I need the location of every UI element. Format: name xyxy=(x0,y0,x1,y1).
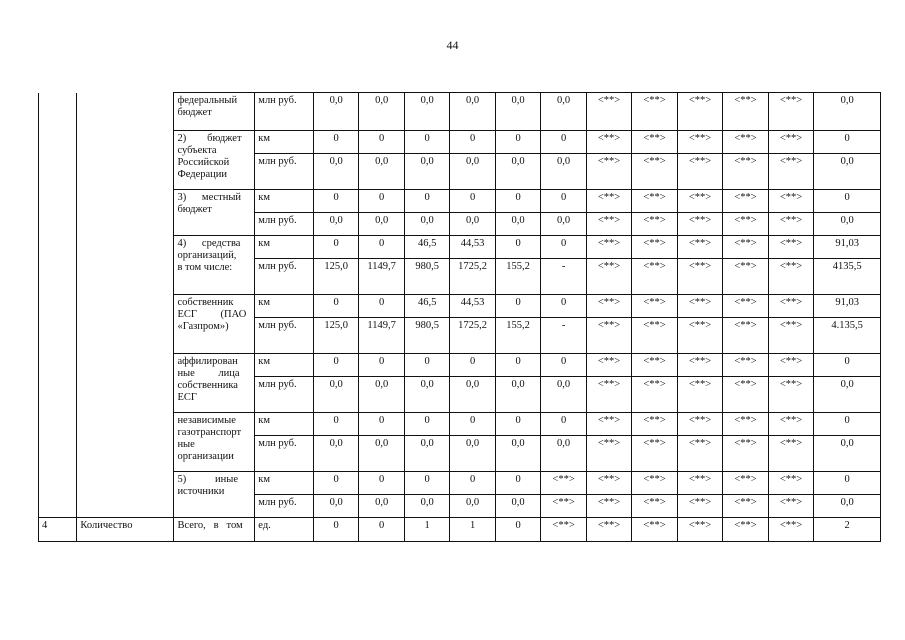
value-cell: 1 xyxy=(404,518,449,542)
funding-source-label: 3) местный xyxy=(177,192,242,203)
value-cell: 0 xyxy=(495,354,540,377)
value-cell: 0 xyxy=(541,236,586,259)
value-cell: <**> xyxy=(768,377,813,413)
value-cell: 0,0 xyxy=(814,213,881,236)
table-row xyxy=(39,354,881,377)
value-cell: <**> xyxy=(768,295,813,318)
unit-cell: км xyxy=(255,295,314,318)
value-cell: 0,0 xyxy=(450,213,495,236)
funding-source-label: ЕСГ xyxy=(177,392,197,403)
value-cell: 0,0 xyxy=(495,154,540,190)
funding-source-label: собственник xyxy=(177,297,234,308)
value-cell: 0 xyxy=(404,131,449,154)
value-cell: 1149,7 xyxy=(359,259,404,295)
value-cell: 0 xyxy=(814,131,881,154)
value-cell: 0,0 xyxy=(359,495,404,518)
value-cell: <**> xyxy=(677,518,722,542)
value-cell: <**> xyxy=(632,93,677,131)
row-number-cell xyxy=(39,190,77,236)
funding-source-label: федеральный xyxy=(177,95,238,106)
value-cell: 0,0 xyxy=(541,213,586,236)
value-cell: 0,0 xyxy=(814,495,881,518)
value-cell: 0,0 xyxy=(359,93,404,131)
value-cell: <**> xyxy=(586,213,631,236)
funding-source-cell xyxy=(174,93,255,131)
value-cell: <**> xyxy=(632,318,677,354)
value-cell: 0,0 xyxy=(404,213,449,236)
funding-source-label: «Газпром») xyxy=(177,321,229,332)
value-cell: 0 xyxy=(359,472,404,495)
value-cell: 0 xyxy=(495,472,540,495)
value-cell: 0 xyxy=(541,131,586,154)
page-number: 44 xyxy=(446,38,459,52)
value-cell: 0,0 xyxy=(495,495,540,518)
value-cell: <**> xyxy=(768,318,813,354)
value-cell: 0,0 xyxy=(541,377,586,413)
value-cell: 0 xyxy=(359,190,404,213)
value-cell: 0 xyxy=(313,295,358,318)
value-cell: <**> xyxy=(632,377,677,413)
funding-source-label: организации xyxy=(177,451,234,462)
row-number-cell xyxy=(39,93,77,131)
value-cell: 125,0 xyxy=(313,318,358,354)
value-cell: <**> xyxy=(632,190,677,213)
row-name-cell xyxy=(77,131,174,190)
funding-source-cell xyxy=(174,236,255,295)
value-cell: <**> xyxy=(586,436,631,472)
value-cell: 0 xyxy=(541,295,586,318)
table-row xyxy=(39,472,881,495)
value-cell: <**> xyxy=(586,295,631,318)
value-cell: 0 xyxy=(313,190,358,213)
value-cell: <**> xyxy=(768,436,813,472)
row-number-cell xyxy=(39,354,77,413)
row-name-cell xyxy=(77,190,174,236)
table-row xyxy=(39,236,881,259)
value-cell: <**> xyxy=(677,93,722,131)
funding-source-label: 4) средства xyxy=(177,238,241,249)
value-cell: <**> xyxy=(723,495,768,518)
value-cell: <**> xyxy=(586,472,631,495)
value-cell: <**> xyxy=(768,213,813,236)
value-cell: <**> xyxy=(586,259,631,295)
value-cell: 46,5 xyxy=(404,295,449,318)
unit-cell: млн руб. xyxy=(255,93,314,131)
value-cell: 0,0 xyxy=(359,436,404,472)
value-cell: 4135,5 xyxy=(814,259,881,295)
funding-source-cell xyxy=(174,354,255,413)
row-number-cell xyxy=(39,236,77,295)
value-cell: 0,0 xyxy=(450,495,495,518)
value-cell: 0 xyxy=(359,518,404,542)
value-cell: 0 xyxy=(404,413,449,436)
value-cell: 125,0 xyxy=(313,259,358,295)
value-cell: <**> xyxy=(768,472,813,495)
value-cell: <**> xyxy=(677,377,722,413)
data-table xyxy=(38,92,881,542)
value-cell: 0 xyxy=(541,413,586,436)
value-cell: 0 xyxy=(495,295,540,318)
value-cell: <**> xyxy=(768,190,813,213)
value-cell: - xyxy=(541,318,586,354)
value-cell: 1725,2 xyxy=(450,259,495,295)
value-cell: 0,0 xyxy=(404,436,449,472)
value-cell: 0 xyxy=(359,295,404,318)
value-cell: 0,0 xyxy=(359,377,404,413)
value-cell: <**> xyxy=(586,236,631,259)
funding-source-label: источники xyxy=(177,486,225,497)
value-cell: <**> xyxy=(677,154,722,190)
value-cell: 0 xyxy=(313,518,358,542)
value-cell: <**> xyxy=(632,213,677,236)
value-cell: 0,0 xyxy=(541,154,586,190)
value-cell: 0,0 xyxy=(404,495,449,518)
row-name-cell xyxy=(77,236,174,295)
unit-cell: млн руб. xyxy=(255,377,314,413)
value-cell: 0 xyxy=(495,131,540,154)
value-cell: <**> xyxy=(768,259,813,295)
value-cell: 0 xyxy=(313,472,358,495)
value-cell: <**> xyxy=(723,236,768,259)
unit-cell: км xyxy=(255,354,314,377)
value-cell: 0,0 xyxy=(814,377,881,413)
value-cell: 0 xyxy=(313,236,358,259)
table-row xyxy=(39,93,881,131)
value-cell: <**> xyxy=(586,190,631,213)
value-cell: <**> xyxy=(632,259,677,295)
value-cell: <**> xyxy=(677,318,722,354)
unit-cell: млн руб. xyxy=(255,318,314,354)
value-cell: 0,0 xyxy=(450,436,495,472)
table-row xyxy=(39,295,881,318)
value-cell: 2 xyxy=(814,518,881,542)
unit-cell: ед. xyxy=(255,518,314,542)
value-cell: <**> xyxy=(723,93,768,131)
value-cell: <**> xyxy=(586,495,631,518)
value-cell: 0 xyxy=(313,131,358,154)
value-cell: 0 xyxy=(404,354,449,377)
value-cell: <**> xyxy=(768,236,813,259)
row-name-cell xyxy=(77,413,174,472)
row-number-cell xyxy=(39,413,77,472)
unit-cell: млн руб. xyxy=(255,213,314,236)
value-cell: 1725,2 xyxy=(450,318,495,354)
value-cell: <**> xyxy=(768,413,813,436)
value-cell: 0 xyxy=(359,413,404,436)
value-cell: <**> xyxy=(677,472,722,495)
value-cell: 0,0 xyxy=(541,93,586,131)
funding-source-label: Российской xyxy=(177,157,230,168)
value-cell: 44,53 xyxy=(450,236,495,259)
funding-source-cell xyxy=(174,295,255,354)
row-number-cell xyxy=(39,295,77,354)
unit-cell: км xyxy=(255,413,314,436)
value-cell: 0,0 xyxy=(359,154,404,190)
value-cell: 0 xyxy=(814,413,881,436)
funding-source-label: ЕСГ (ПАО xyxy=(177,309,247,320)
value-cell: <**> xyxy=(677,213,722,236)
value-cell: <**> xyxy=(632,413,677,436)
value-cell: <**> xyxy=(723,154,768,190)
value-cell: <**> xyxy=(586,131,631,154)
value-cell: 0 xyxy=(359,236,404,259)
value-cell: <**> xyxy=(723,436,768,472)
value-cell: 155,2 xyxy=(495,318,540,354)
value-cell: 155,2 xyxy=(495,259,540,295)
funding-source-label: бюджет xyxy=(177,107,212,118)
value-cell: <**> xyxy=(723,472,768,495)
value-cell: 0 xyxy=(495,190,540,213)
value-cell: 0,0 xyxy=(495,436,540,472)
row-number-cell xyxy=(39,472,77,518)
value-cell: <**> xyxy=(632,518,677,542)
value-cell: 0,0 xyxy=(814,93,881,131)
value-cell: 980,5 xyxy=(404,318,449,354)
value-cell: 4.135,5 xyxy=(814,318,881,354)
value-cell: 0,0 xyxy=(313,495,358,518)
value-cell: 0 xyxy=(404,190,449,213)
value-cell: <**> xyxy=(632,295,677,318)
funding-source-cell xyxy=(174,190,255,236)
value-cell: <**> xyxy=(541,518,586,542)
funding-source-label: 2) бюджет xyxy=(177,133,242,144)
value-cell: <**> xyxy=(723,518,768,542)
value-cell: <**> xyxy=(677,295,722,318)
value-cell: 0 xyxy=(359,131,404,154)
value-cell: <**> xyxy=(723,413,768,436)
value-cell: <**> xyxy=(586,377,631,413)
funding-source-label: организаций, xyxy=(177,250,237,261)
value-cell: 0,0 xyxy=(814,436,881,472)
funding-source-cell xyxy=(174,131,255,190)
value-cell: 0 xyxy=(541,190,586,213)
funding-source-label: независимые xyxy=(177,415,236,426)
value-cell: 0 xyxy=(541,354,586,377)
value-cell: <**> xyxy=(768,154,813,190)
row-number-cell xyxy=(39,131,77,190)
value-cell: 0,0 xyxy=(495,93,540,131)
value-cell: <**> xyxy=(723,190,768,213)
value-cell: <**> xyxy=(632,131,677,154)
funding-source-label: газотранспорт xyxy=(177,427,242,438)
value-cell: 0,0 xyxy=(313,213,358,236)
row-number-cell: 4 xyxy=(39,518,77,542)
funding-source-label: ные лица xyxy=(177,368,240,379)
unit-cell: млн руб. xyxy=(255,259,314,295)
unit-cell: км xyxy=(255,190,314,213)
value-cell: 46,5 xyxy=(404,236,449,259)
value-cell: <**> xyxy=(768,354,813,377)
value-cell: <**> xyxy=(541,472,586,495)
funding-source-cell: Всего, в том xyxy=(174,518,255,542)
table-row xyxy=(39,190,881,213)
value-cell: <**> xyxy=(677,131,722,154)
value-cell: 0 xyxy=(814,190,881,213)
unit-cell: млн руб. xyxy=(255,436,314,472)
funding-source-label: бюджет xyxy=(177,204,212,215)
value-cell: 0,0 xyxy=(450,377,495,413)
value-cell: <**> xyxy=(586,518,631,542)
value-cell: <**> xyxy=(723,213,768,236)
funding-source-label: собственника xyxy=(177,380,238,391)
value-cell: 0 xyxy=(495,413,540,436)
value-cell: 0 xyxy=(495,518,540,542)
value-cell: <**> xyxy=(723,295,768,318)
value-cell: <**> xyxy=(541,495,586,518)
value-cell: 0,0 xyxy=(404,154,449,190)
value-cell: <**> xyxy=(632,472,677,495)
value-cell: <**> xyxy=(677,236,722,259)
value-cell: <**> xyxy=(677,259,722,295)
value-cell: 0,0 xyxy=(814,154,881,190)
value-cell: 0,0 xyxy=(359,213,404,236)
value-cell: 0,0 xyxy=(313,436,358,472)
value-cell: <**> xyxy=(677,495,722,518)
value-cell: <**> xyxy=(768,518,813,542)
value-cell: 0 xyxy=(313,354,358,377)
value-cell: <**> xyxy=(586,354,631,377)
table-row xyxy=(39,518,881,542)
value-cell: <**> xyxy=(768,93,813,131)
value-cell: 0 xyxy=(450,472,495,495)
funding-source-label: Федерации xyxy=(177,169,228,180)
value-cell: <**> xyxy=(632,354,677,377)
value-cell: <**> xyxy=(723,318,768,354)
value-cell: 0 xyxy=(450,190,495,213)
value-cell: <**> xyxy=(586,413,631,436)
value-cell: 1 xyxy=(450,518,495,542)
value-cell: <**> xyxy=(632,236,677,259)
value-cell: 0 xyxy=(313,413,358,436)
value-cell: <**> xyxy=(586,318,631,354)
value-cell: 0,0 xyxy=(450,154,495,190)
table-row xyxy=(39,131,881,154)
row-name-cell xyxy=(77,295,174,354)
value-cell: 0,0 xyxy=(495,213,540,236)
value-cell: <**> xyxy=(723,354,768,377)
funding-source-cell xyxy=(174,472,255,518)
value-cell: 91,03 xyxy=(814,236,881,259)
funding-source-label: ные xyxy=(177,439,195,450)
value-cell: <**> xyxy=(677,190,722,213)
funding-source-label: аффилирован xyxy=(177,356,238,367)
unit-cell: млн руб. xyxy=(255,154,314,190)
row-name-cell xyxy=(77,472,174,518)
value-cell: 0,0 xyxy=(450,93,495,131)
row-name-cell xyxy=(77,354,174,413)
table-body xyxy=(39,93,881,542)
value-cell: <**> xyxy=(677,354,722,377)
value-cell: 0 xyxy=(814,354,881,377)
value-cell: <**> xyxy=(632,495,677,518)
value-cell: <**> xyxy=(677,413,722,436)
value-cell: 0 xyxy=(359,354,404,377)
value-cell: <**> xyxy=(723,259,768,295)
value-cell: <**> xyxy=(632,436,677,472)
value-cell: 980,5 xyxy=(404,259,449,295)
value-cell: <**> xyxy=(632,154,677,190)
unit-cell: км xyxy=(255,131,314,154)
unit-cell: км xyxy=(255,472,314,495)
value-cell: 0,0 xyxy=(541,436,586,472)
value-cell: 0 xyxy=(450,131,495,154)
value-cell: 91,03 xyxy=(814,295,881,318)
value-cell: 1149,7 xyxy=(359,318,404,354)
funding-source-label: 5) иные xyxy=(177,474,239,485)
value-cell: 0,0 xyxy=(404,93,449,131)
unit-cell: млн руб. xyxy=(255,495,314,518)
value-cell: 0 xyxy=(450,413,495,436)
value-cell: <**> xyxy=(586,154,631,190)
value-cell: 0 xyxy=(450,354,495,377)
value-cell: 0 xyxy=(814,472,881,495)
value-cell: <**> xyxy=(677,436,722,472)
table-row xyxy=(39,413,881,436)
funding-source-label: субъекта xyxy=(177,145,217,156)
value-cell: 0,0 xyxy=(313,154,358,190)
row-name-cell: Количество xyxy=(77,518,174,542)
funding-source-label: в том числе: xyxy=(177,262,233,273)
value-cell: 44,53 xyxy=(450,295,495,318)
value-cell: <**> xyxy=(723,131,768,154)
row-name-cell xyxy=(77,93,174,131)
value-cell: 0,0 xyxy=(313,377,358,413)
value-cell: <**> xyxy=(723,377,768,413)
value-cell: 0,0 xyxy=(495,377,540,413)
value-cell: 0 xyxy=(495,236,540,259)
funding-source-cell xyxy=(174,413,255,472)
unit-cell: км xyxy=(255,236,314,259)
value-cell: <**> xyxy=(768,495,813,518)
value-cell: <**> xyxy=(586,93,631,131)
value-cell: 0,0 xyxy=(313,93,358,131)
value-cell: 0 xyxy=(404,472,449,495)
value-cell: 0,0 xyxy=(404,377,449,413)
value-cell: <**> xyxy=(768,131,813,154)
value-cell: - xyxy=(541,259,586,295)
